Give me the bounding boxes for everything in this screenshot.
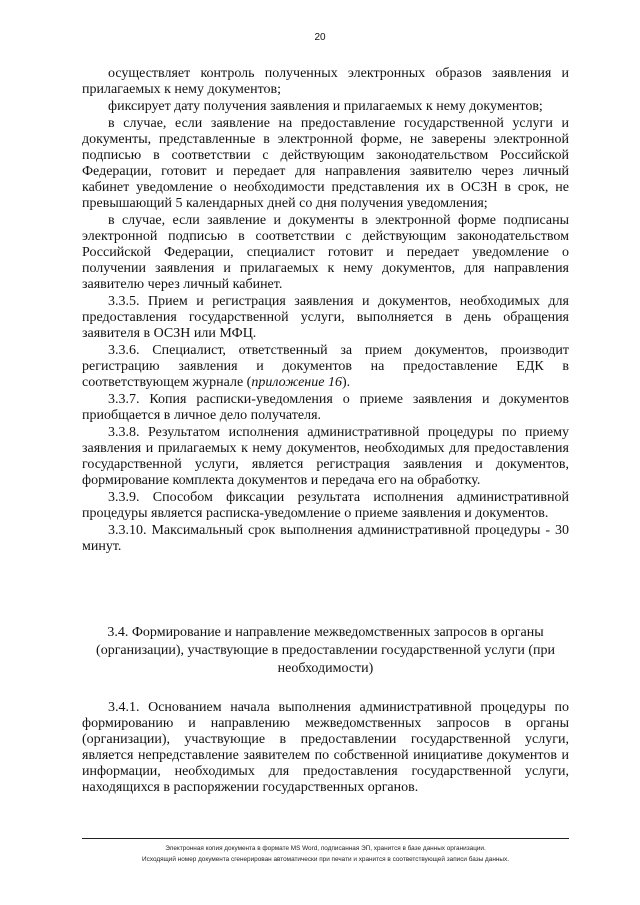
footer-divider (82, 838, 569, 839)
paragraph-not-signed-case: в случае, если заявление на предоставление государственной услуги и документы, представленные в электронной форме, не заверены электронной подписью в соответствии с действующим законодательством Российской Федерации, готовит и передает для направления заявителю через личный кабинет уведомление о необходимости представления их в ОСЗН в срок, не превышающий 5 календарных дней со дня получения уведомления; (82, 116, 569, 211)
paragraph-3-3-6 (82, 343, 569, 391)
paragraph-record-date: фиксирует дату получения заявления и прилагаемых к нему документов; (108, 99, 543, 114)
page-number: 20 (314, 32, 326, 43)
section-body (82, 700, 569, 797)
footer-line-electronic-copy: Электронная копия документа в формате MS Word, подписанная ЭП, хранится в базе данных организации. (165, 845, 486, 852)
paragraph-3-3-6-tail: ). (341, 375, 351, 390)
paragraph-3-3-7: 3.3.7. Копия расписки-уведомления о приеме заявления и документов приобщается в личное дело получателя. (82, 392, 569, 423)
appendix-reference: приложение 16 (251, 375, 342, 390)
footer (82, 843, 569, 865)
section-heading-3-4: 3.4. Формирование и направление межведомственных запросов в органы (организации), участвующие в предоставлении государственной услуги (при необходимости) (96, 625, 555, 676)
footer-line-outgoing-number: Исходящий номер документа сгенерирован автоматически при печати и хранится в соответствующей записи базы данных. (142, 856, 509, 863)
paragraph-3-3-9: 3.3.9. Способом фиксации результата исполнения административной процедуры является расписка-уведомление о приеме заявления и документов. (82, 490, 569, 521)
paragraph-3-3-5: 3.3.5. Прием и регистрация заявления и документов, необходимых для предоставления государственной услуги, выполняется в день обращения заявителя в ОСЗН или МФЦ. (82, 294, 569, 341)
paragraph-control-images: осуществляет контроль полученных электронных образов заявления и прилагаемых к нему документов; (82, 66, 569, 97)
paragraph-signed-case: в случае, если заявление и документы в электронной форме подписаны электронной подписью в соответствии с действующим законодательством Российской Федерации, специалист готовит и передает уведомление о получении заявления и прилагаемых к нему документов, для направления заявителю через личный кабинет. (82, 213, 569, 292)
paragraph-3-3-6-text: 3.3.6. Специалист, ответственный за прием документов, производит регистрацию заявления и документов на предоставление ЕДК в соответствующем журнале ( (82, 343, 569, 390)
paragraph-3-3-8: 3.3.8. Результатом исполнения административной процедуры по приему заявления и прилагаемых к нему документов, необходимых для предоставления государственной услуги, является регистрация заявления и документов, формирование комплекта документов и передача его на обработку. (82, 425, 569, 488)
paragraph-3-3-10: 3.3.10. Максимальный срок выполнения административной процедуры - 30 минут. (82, 523, 569, 554)
paragraph-3-4-1: 3.4.1. Основанием начала выполнения административной процедуры по формированию и направлению межведомственных запросов в органы (организации), участвующие в предоставлении государственной услуги, является непредставление заявителем по собственной инициативе документов и информации, необходимых для предоставления государственной услуги, находящихся в распоряжении государственных органов. (82, 700, 569, 795)
body-text (82, 66, 569, 556)
